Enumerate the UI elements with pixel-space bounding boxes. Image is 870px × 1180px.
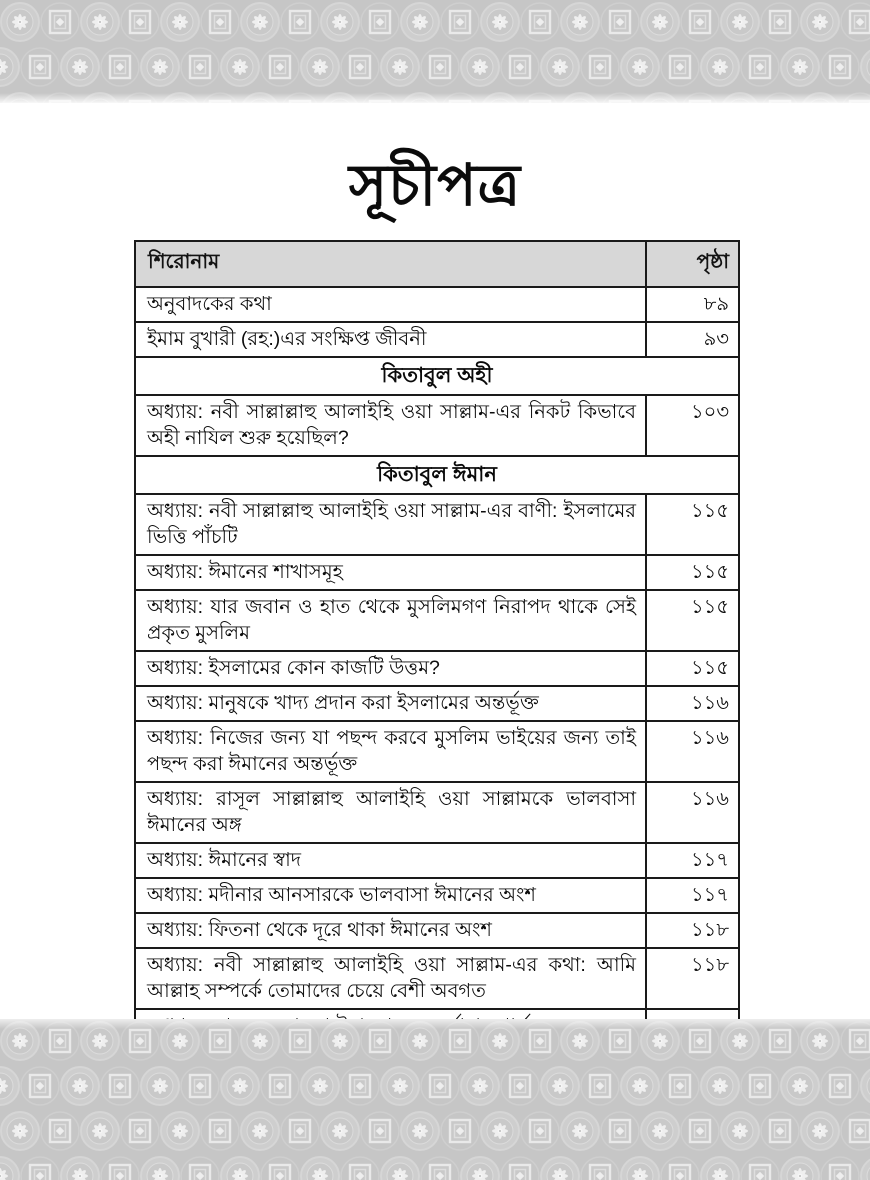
toc-header-page: পৃষ্ঠা <box>646 241 739 287</box>
toc-entry-row <box>135 782 739 843</box>
toc-entry-row <box>135 843 739 878</box>
toc-entry-title: অধ্যায়: নবী সাল্লাল্লাহু আলাইহি ওয়া সাল্লাম-এর নিকট কিভাবে অহী নাযিল শুরু হয়েছিল? <box>135 395 646 456</box>
damask-pattern-svg-bottom <box>0 1019 870 1180</box>
decorative-pattern-top <box>0 0 870 103</box>
toc-entry-row <box>135 590 739 651</box>
toc-header-row <box>135 241 739 287</box>
toc-entry-title: অধ্যায়: ফিতনা থেকে দূরে থাকা ঈমানের অংশ <box>135 913 646 948</box>
toc-entry-title: অধ্যায়: নবী সাল্লাল্লাহু আলাইহি ওয়া সাল্লাম-এর কথা: আমি আল্লাহ সম্পর্কে তোমাদের চেয়ে বেশী অবগত <box>135 948 646 1009</box>
toc-entry-page: ১১৮ <box>646 913 739 948</box>
toc-entry-row <box>135 322 739 357</box>
toc-entry-title: অধ্যায়: নবী সাল্লাল্লাহু আলাইহি ওয়া সাল্লাম-এর বাণী: ইসলামের ভিত্তি পাঁচটি <box>135 494 646 555</box>
toc-entry-row <box>135 287 739 322</box>
toc-section-title: কিতাবুল অহী <box>135 357 739 395</box>
toc-entry-title: ইমাম বুখারী (রহ:)এর সংক্ষিপ্ত জীবনী <box>135 322 646 357</box>
toc-entry-row <box>135 721 739 782</box>
toc-entry-page: ১১৬ <box>646 686 739 721</box>
toc-entry-page: ৯৩ <box>646 322 739 357</box>
toc-entry-title: অধ্যায়: ঈমানের স্বাদ <box>135 843 646 878</box>
toc-entry-page: ১১৫ <box>646 590 739 651</box>
toc-entry-row <box>135 878 739 913</box>
toc-entry-page: ১১৮ <box>646 948 739 1009</box>
toc-entry-row <box>135 913 739 948</box>
toc-entry-page: ১১৬ <box>646 721 739 782</box>
toc-entry-title: অধ্যায়: মানুষকে খাদ্য প্রদান করা ইসলামের অন্তর্ভূক্ত <box>135 686 646 721</box>
toc-table <box>134 240 740 1080</box>
toc-section-row <box>135 456 739 494</box>
damask-pattern-svg-top <box>0 0 870 103</box>
page-title: সূচীপত্র <box>348 153 522 218</box>
toc-entry-page: ১১৫ <box>646 494 739 555</box>
toc-entry-page: ১১৫ <box>646 651 739 686</box>
toc-header-title: শিরোনাম <box>135 241 646 287</box>
toc-entry-row <box>135 395 739 456</box>
toc-entry-page: ১১৬ <box>646 782 739 843</box>
toc-section-row <box>135 357 739 395</box>
toc-entry-page: ১০৩ <box>646 395 739 456</box>
toc-entry-title: অধ্যায়: নিজের জন্য যা পছন্দ করবে মুসলিম ভাইয়ের জন্য তাই পছন্দ করা ঈমানের অন্তর্ভূক্ত <box>135 721 646 782</box>
toc-table-header <box>135 241 739 287</box>
toc-entry-page: ১১৫ <box>646 555 739 590</box>
toc-entry-row <box>135 651 739 686</box>
toc-entry-page: ৮৯ <box>646 287 739 322</box>
toc-section-title: কিতাবুল ঈমান <box>135 456 739 494</box>
toc-entry-page: ১১৭ <box>646 878 739 913</box>
toc-entry-row <box>135 948 739 1009</box>
decorative-pattern-bottom <box>0 1019 870 1180</box>
toc-entry-title: অধ্যায়: রাসূল সাল্লাল্লাহু আলাইহি ওয়া সাল্লামকে ভালবাসা ঈমানের অঙ্গ <box>135 782 646 843</box>
toc-entry-title: অনুবাদকের কথা <box>135 287 646 322</box>
toc-entry-row <box>135 686 739 721</box>
toc-entry-page: ১১৭ <box>646 843 739 878</box>
toc-table-body <box>135 287 739 1079</box>
toc-entry-title: অধ্যায়: ঈমানের শাখাসমূহ <box>135 555 646 590</box>
toc-entry-row <box>135 494 739 555</box>
toc-entry-title: অধ্যায়: মদীনার আনসারকে ভালবাসা ঈমানের অংশ <box>135 878 646 913</box>
toc-entry-row <box>135 555 739 590</box>
toc-entry-title: অধ্যায়: যার জবান ও হাত থেকে মুসলিমগণ নিরাপদ থাকে সেই প্রকৃত মুসলিম <box>135 590 646 651</box>
toc-entry-title: অধ্যায়: ইসলামের কোন কাজটি উত্তম? <box>135 651 646 686</box>
